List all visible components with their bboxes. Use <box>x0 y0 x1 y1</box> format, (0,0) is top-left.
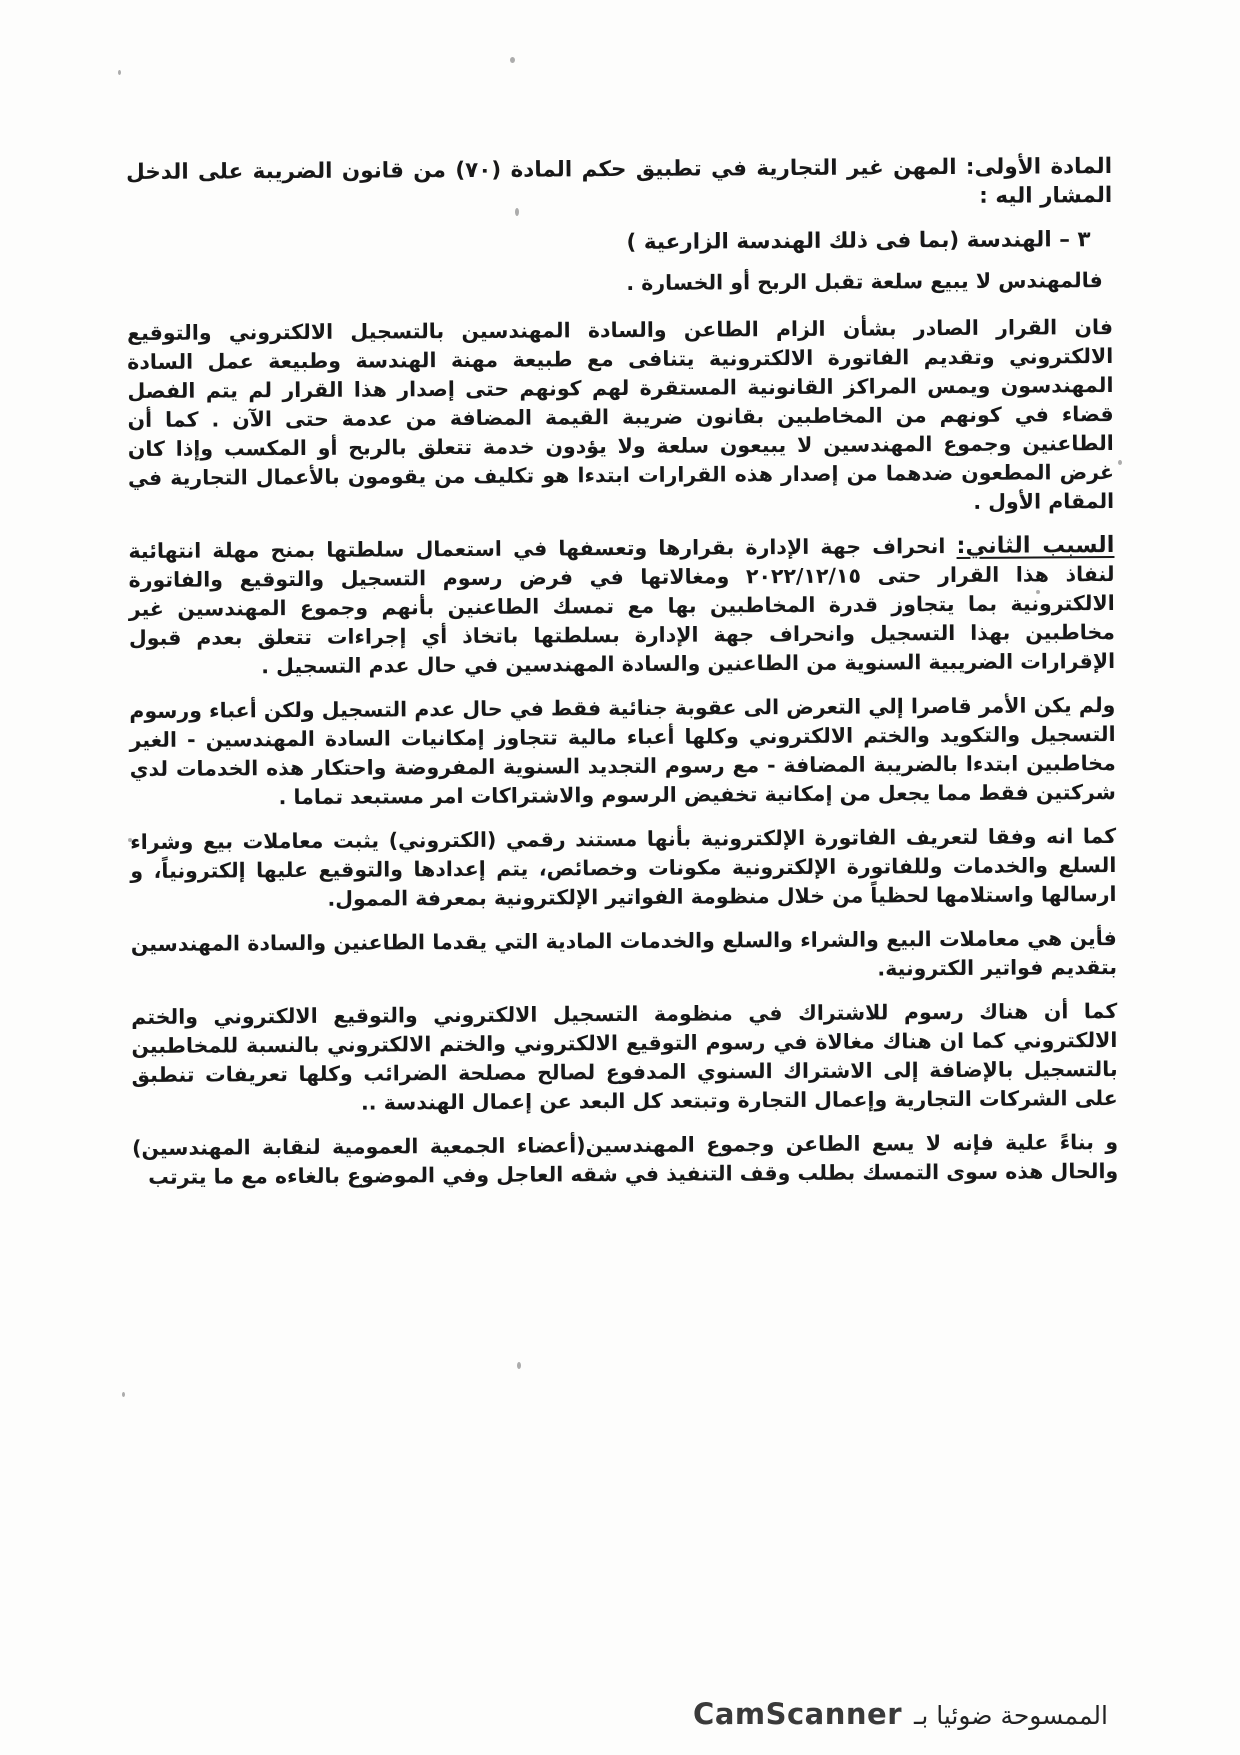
e-invoice-definition-paragraph: كما انه وفقا لتعريف الفاتورة الإلكترونية بأنها مستند رقمي (الكتروني) يثبت معاملات بيع وشراء السلع والخدمات وللفاتورة الإلكترونية مكونات وخصائص، يتم إعدادها والتوقيع عليها إلكترونياً، و ارسالها واستلامها لحظياً من خلال منظومة الفواتير الإلكترونية بمعرفة الممول. <box>130 823 1117 911</box>
item-3-engineering: ٣ – الهندسة (بما فى ذلك الهندسة الزارعية ) <box>626 227 1091 255</box>
scan-artifact <box>122 1392 125 1397</box>
scan-artifact <box>1118 460 1122 465</box>
scan-artifact <box>510 57 515 63</box>
camscanner-footer <box>693 1697 1108 1731</box>
rhetorical-question-paragraph: فأين هي معاملات البيع والشراء والسلع والخدمات المادية التي يقدما الطاعنين والسادة المهندسين بتقديم فواتير الكترونية. <box>130 925 1118 981</box>
penalties-fees-paragraph: ولم يكن الأمر قاصرا إلي التعرض الى عقوبة جنائية فقط في حال عدم التسجيل ولكن أعباء ورسوم التسجيل والتكويد والختم الالكتروني وكلها أعباء مالية تتجاوز إمكانيات السادة المهندسين - الغير مخاطبين ابتدءا بالضريبة المضافة - مع رسوم التجديد السنوية المفروضة واحتكار هذه الخدمات لدي شركتين فقط مما يجعل من إمكانية تخفيض الرسوم والاشتراكات امر مستبعد تماما . <box>129 692 1116 810</box>
second-reason-paragraph <box>128 531 1115 682</box>
second-reason-text: انحراف جهة الإدارة بقرارها وتعسفها في استعمال سلطتها بمنح مهلة انتهائية لنفاذ هذا القرار حتى ٢٠٢٢/١٢/١٥ ومغالاتها في فرض رسوم التسجيل والتوقيع والفاتورة الالكترونية بما يتجاوز قدرة المخاطبين بها مع تمسك الطاعنين بأنهم وجموع المهندسين غير مخاطبين بهذا التسجيل وانحراف جهة الإدارة بسلطتها باتخاذ أي إجراءات تتعلق بعدم قبول الإقرارات الضريبية السنوية من الطاعنين والسادة المهندسين في حال عدم التسجيل . <box>128 533 1116 679</box>
first-reason-body-paragraph: فان القرار الصادر بشأن الزام الطاعن والسادة المهندسين بالتسجيل الالكتروني والتوقيع الالكتروني وتقديم الفاتورة الالكترونية يتنافى مع طبيعة مهنة الهندسة وطبيعة عمل السادة المهندسون ويمس المراكز القانونية المستقرة لهم كونهم حتى إصدار هذا القرار لم يتم الفصل قضاء في كونهم من المخاطبين بقانون ضريبة القيمة المضافة من عدمة حتى الآن . كما أن الطاعنين وجموع المهندسين لا يبيعون سلعة ولا يؤدون خدمة تتعلق بالربح أو المكسب وإذا كان غرض المطعون ضدهما من إصدار هذه القرارات ابتدءا هو تكليف من يقومون بالأعمال التجارية في المقام الأول . <box>127 314 1115 514</box>
subscription-fees-paragraph: كما أن هناك رسوم للاشتراك في منظومة التسجيل الالكتروني والتوقيع الالكتروني والختم الالكتروني كما ان هناك مغالاة في رسوم التوقيع الالكتروني والختم الالكتروني بالنسبة للمخاطبين بالتسجيل بالإضافة إلى الاشتراك السنوي المدفوع لصالح مصلحة الضرائب وكلها تعريفات تنطبق على الشركات التجارية وإعمال التجارة وتبتعد كل البعد عن إعمال الهندسة .. <box>131 998 1118 1115</box>
scan-artifact <box>118 70 121 75</box>
second-reason-heading: السبب الثاني: <box>956 531 1115 559</box>
conclusion-paragraph: و بناءً علية فإنه لا يسع الطاعن وجموع المهندسين(أعضاء الجمعية العمومية لنقابة المهندسين) والحال هذه سوى التمسك بطلب وقف التنفيذ في شقه العاجل وفي الموضوع بالغاءه مع ما يترتب <box>131 1129 1119 1189</box>
engineer-no-goods-line: فالمهندس لا يبيع سلعة تقبل الربح أو الخسارة . <box>626 268 1103 295</box>
article-one-heading: المادة الأولى: المهن غير التجارية في تطبيق حكم المادة (٧٠) من قانون الضريبة على الدخل المشار اليه : <box>126 153 1113 209</box>
camscanner-brand: CamScanner <box>693 1697 903 1731</box>
document-body <box>126 152 1118 1207</box>
scan-artifact <box>517 1362 521 1369</box>
scanned-with-label: الممسوحة ضوئيا بـ <box>914 1701 1108 1730</box>
